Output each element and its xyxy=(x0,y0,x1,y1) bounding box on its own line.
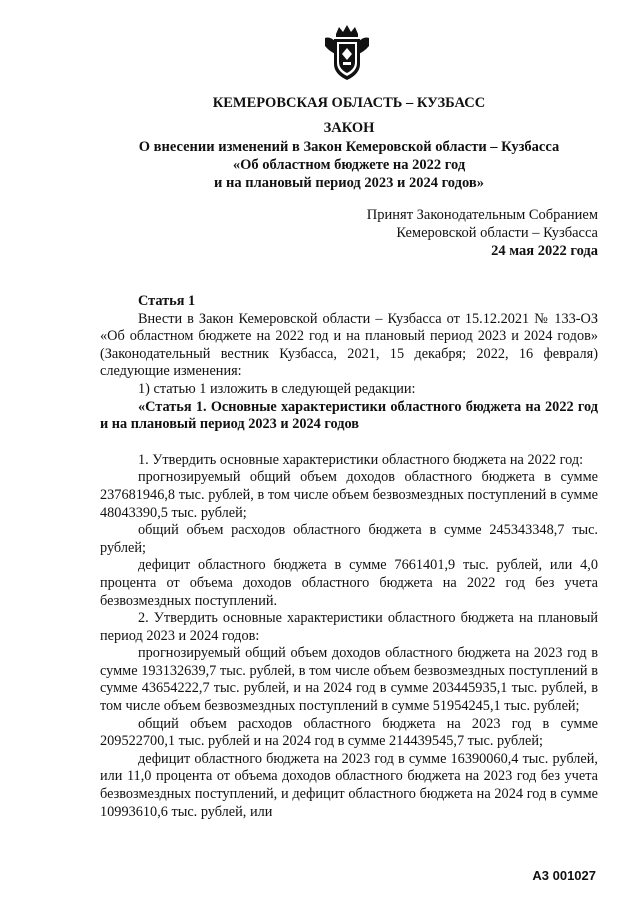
law-title xyxy=(100,138,598,192)
paragraph-1: 1. Утвердить основные характеристики областного бюджета на 2022 год: xyxy=(138,451,584,468)
paragraph-1-expenses: общий объем расходов областного бюджета в сумме 245343348,7 тыс. рублей; xyxy=(100,522,598,556)
document-body xyxy=(100,293,598,821)
spacer xyxy=(100,434,598,452)
law-title-line-1: О внесении изменений в Закон Кемеровской области – Кузбасса xyxy=(138,139,560,155)
law-title-line-2: «Об областном бюджете на 2022 год xyxy=(232,157,466,173)
document-serial-number: А3 001027 xyxy=(532,868,596,883)
paragraph-2: 2. Утвердить основные характеристики областного бюджета на плановый период 2023 и 2024 годов: xyxy=(100,610,598,644)
law-heading: ЗАКОН xyxy=(323,120,375,136)
paragraph-1-deficit: дефицит областного бюджета в сумме 7661401,9 тыс. рублей, или 4,0 процента от объема доходов областного бюджета на 2022 год без учета безвозмездных поступлений. xyxy=(100,557,598,609)
paragraph-2-deficit: дефицит областного бюджета на 2023 год в сумме 16390060,4 тыс. рублей, или 11,0 процента от объема доходов областного бюджета на 2023 год без учета безвозмездных поступлений, и дефицит областного бюджета на 2024 год в сумме 10993610,6 тыс. рублей, или xyxy=(100,750,598,820)
quoted-article-heading: «Статья 1. Основные характеристики областного бюджета на 2022 год и на плановый период 2023 и 2024 годов xyxy=(100,398,598,433)
kuzbass-coat-of-arms-icon xyxy=(322,24,372,84)
adoption-date: 24 мая 2022 года xyxy=(491,243,598,259)
adoption-block xyxy=(367,206,598,260)
paragraph-2-revenue: прогнозируемый общий объем доходов областного бюджета на 2023 год в сумме 193132639,7 тыс. рублей, в том числе объем безвозмездных поступлений в сумме 43654222,7 тыс. рублей, и на 2024 год в сумме 203445935,1 тыс. рублей, в том числе объем безвозмездных поступлений в сумме 51954245,1 тыс. рублей; xyxy=(100,645,598,715)
region-heading: КЕМЕРОВСКАЯ ОБЛАСТЬ – КУЗБАСС xyxy=(212,95,486,111)
article-label: Статья 1 xyxy=(138,293,196,309)
paragraph-1-revenue: прогнозируемый общий объем доходов областного бюджета в сумме 237681946,8 тыс. рублей, в том числе объем безвозмездных поступлений в сумме 48043390,5 тыс. рублей; xyxy=(100,469,598,521)
adoption-line-1: Принят Законодательным Собранием xyxy=(366,207,598,223)
item-1-paragraph: 1) статью 1 изложить в следующей редакции: xyxy=(138,380,416,397)
intro-paragraph: Внести в Закон Кемеровской области – Кузбасса от 15.12.2021 № 133-ОЗ «Об областном бюджете на 2022 год и на плановый период 2023 и 2024 годов» (Законодательный вестник Кузбасса, 2021, 15 декабря; 2022, 16 февраля) следующие изменения: xyxy=(100,310,598,380)
adoption-line-2: Кемеровской области – Кузбасса xyxy=(396,225,598,241)
law-title-line-3: и на плановый период 2023 и 2024 годов» xyxy=(214,175,484,191)
paragraph-2-expenses: общий объем расходов областного бюджета на 2023 год в сумме 209522700,1 тыс. рублей и на 2024 год в сумме 214439545,7 тыс. рублей; xyxy=(100,715,598,750)
